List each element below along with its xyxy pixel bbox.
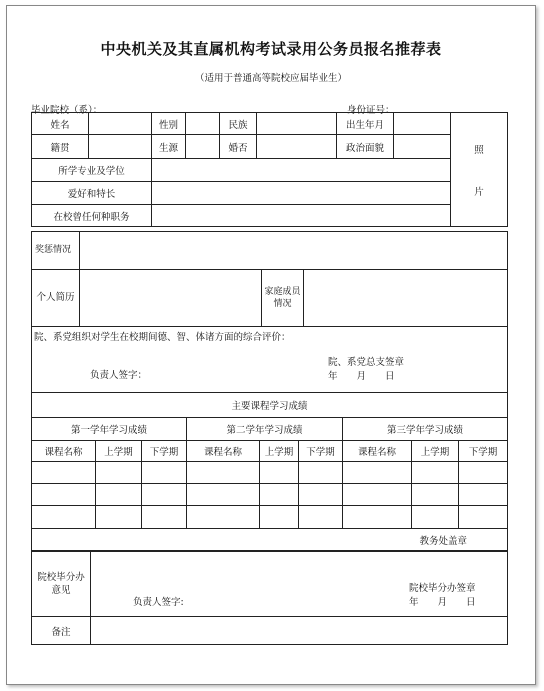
form-page [6, 5, 536, 685]
year-1-header: 第一学年学习成绩 [32, 418, 187, 441]
second-term-header: 下学期 [459, 441, 508, 462]
awards-label: 奖惩情况 [32, 232, 80, 270]
marital-field[interactable] [257, 135, 337, 159]
grade-cell[interactable] [32, 484, 96, 506]
marital-label: 婚否 [220, 135, 257, 159]
table-row [32, 462, 508, 484]
political-field[interactable] [394, 135, 451, 159]
office-table [31, 551, 508, 645]
grade-cell[interactable] [343, 462, 412, 484]
grade-cell[interactable] [459, 462, 508, 484]
grade-cell[interactable] [299, 484, 343, 506]
grade-cell[interactable] [260, 506, 299, 529]
grade-cell[interactable] [299, 506, 343, 529]
notes-label: 备注 [32, 617, 91, 645]
year-2-header: 第二学年学习成绩 [187, 418, 343, 441]
form-subtitle: （适用于普通高等院校应届毕业生） [194, 73, 347, 84]
party-seal-date: 年 月 日 [328, 371, 395, 382]
office-seal-label: 院校毕分办签章 [409, 583, 476, 594]
grade-cell[interactable] [343, 484, 412, 506]
birth-field[interactable] [394, 113, 451, 135]
photo-label-1: 照 [474, 144, 484, 156]
grade-cell[interactable] [260, 462, 299, 484]
photo-box[interactable] [451, 113, 508, 227]
office-opinion-field[interactable] [91, 552, 508, 617]
courses-table [31, 392, 508, 551]
id-number-label: 身份证号： [347, 105, 395, 116]
grade-cell[interactable] [187, 506, 260, 529]
grade-cell[interactable] [459, 484, 508, 506]
source-field[interactable] [186, 135, 220, 159]
first-term-header: 上学期 [96, 441, 142, 462]
personal-info-table [31, 112, 508, 227]
history-table [31, 231, 508, 393]
party-seal-label: 院、系党总支签章 [328, 357, 405, 368]
hobbies-field[interactable] [152, 182, 451, 205]
grade-cell[interactable] [260, 484, 299, 506]
grade-cell[interactable] [412, 462, 459, 484]
ethnicity-label: 民族 [220, 113, 257, 135]
hobbies-label: 爱好和特长 [32, 182, 152, 205]
grade-cell[interactable] [343, 506, 412, 529]
form-title: 中央机关及其直属机构考试录用公务员报名推荐表 [100, 40, 442, 58]
table-row [32, 506, 508, 529]
grade-cell[interactable] [299, 462, 343, 484]
grade-cell[interactable] [412, 484, 459, 506]
evaluation-box[interactable] [32, 327, 508, 393]
origin-field[interactable] [89, 135, 152, 159]
first-term-header: 上学期 [412, 441, 459, 462]
photo-label-2: 片 [474, 186, 484, 198]
course-name-header: 课程名称 [187, 441, 260, 462]
notes-field[interactable] [91, 617, 508, 645]
grade-cell[interactable] [142, 462, 187, 484]
office-seal-date: 年 月 日 [409, 597, 476, 608]
family-field[interactable] [304, 270, 508, 327]
course-name-header: 课程名称 [32, 441, 96, 462]
second-term-header: 下学期 [299, 441, 343, 462]
name-field[interactable] [89, 113, 152, 135]
grade-cell[interactable] [32, 462, 96, 484]
grade-cell[interactable] [96, 484, 142, 506]
year-3-header: 第三学年学习成绩 [343, 418, 508, 441]
posts-field[interactable] [152, 205, 451, 227]
grade-cell[interactable] [142, 484, 187, 506]
academic-seal-label: 教务处盖章 [32, 529, 508, 551]
major-field[interactable] [152, 159, 451, 182]
course-name-header: 课程名称 [343, 441, 412, 462]
office-label: 院校毕分办意见 [32, 552, 91, 617]
school-label: 毕业院校（系）： [31, 105, 103, 116]
grade-cell[interactable] [96, 506, 142, 529]
evaluation-label: 院、系党组织对学生在校期间德、智、体诸方面的综合评价： [34, 332, 291, 343]
posts-label: 在校曾任何种职务 [32, 205, 152, 227]
second-term-header: 下学期 [142, 441, 187, 462]
office-signature-label: 负责人签字: [133, 597, 184, 608]
ethnicity-field[interactable] [257, 113, 337, 135]
first-term-header: 上学期 [260, 441, 299, 462]
major-label: 所学专业及学位 [32, 159, 152, 182]
political-label: 政治面貌 [337, 135, 394, 159]
grade-cell[interactable] [96, 462, 142, 484]
grade-cell[interactable] [459, 506, 508, 529]
resume-label: 个人简历 [32, 270, 80, 327]
origin-label: 籍贯 [32, 135, 89, 159]
awards-field[interactable] [80, 232, 508, 270]
grade-cell[interactable] [142, 506, 187, 529]
family-label: 家庭成员情况 [262, 270, 304, 327]
source-label: 生源 [152, 135, 186, 159]
grade-cell[interactable] [412, 506, 459, 529]
birth-label: 出生年月 [337, 113, 394, 135]
name-label: 姓名 [32, 113, 89, 135]
grade-cell[interactable] [32, 506, 96, 529]
courses-title: 主要课程学习成绩 [32, 393, 508, 418]
grade-cell[interactable] [187, 462, 260, 484]
evaluation-signature-label: 负责人签字： [90, 370, 148, 381]
gender-field[interactable] [186, 113, 220, 135]
grade-cell[interactable] [187, 484, 260, 506]
gender-label: 性别 [152, 113, 186, 135]
table-row [32, 484, 508, 506]
resume-field[interactable] [80, 270, 262, 327]
